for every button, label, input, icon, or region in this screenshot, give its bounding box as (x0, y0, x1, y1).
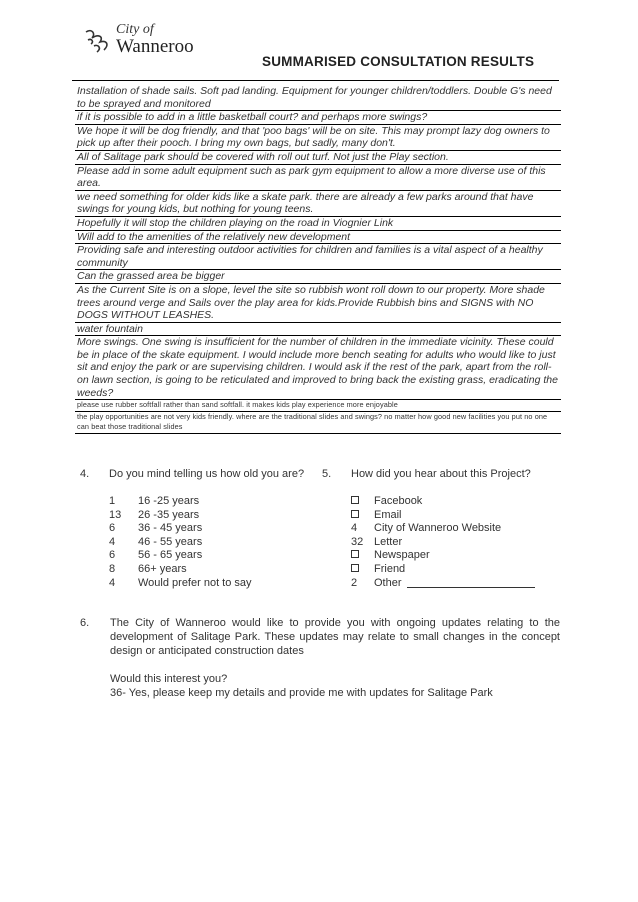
answer-label: Letter (374, 535, 403, 548)
logo-line-1: City of (116, 22, 154, 37)
answer-label: 26 -35 years (138, 508, 200, 521)
question-number: 4. (80, 468, 90, 480)
checkbox-icon (351, 563, 359, 577)
answer-label: Email (374, 508, 402, 521)
comment-row (75, 124, 561, 150)
answer-label: 56 - 65 years (138, 549, 203, 562)
answer-label: Facebook (374, 495, 423, 507)
answer-count: 4 (109, 535, 116, 548)
comment-row (75, 150, 561, 164)
comment-row (75, 164, 561, 190)
comment-text: Will add to the amenities of the relatively new development (75, 230, 561, 244)
swan-logo-icon (82, 26, 112, 56)
answer-label: 16 -25 years (138, 495, 200, 507)
answer-count: 32 (351, 535, 364, 548)
answer-label: Friend (374, 562, 406, 575)
other-blank-line (407, 577, 535, 588)
comment-row (75, 190, 561, 216)
answer-count: 1 (109, 495, 116, 507)
answer-count: 13 (109, 508, 122, 521)
comment-row (75, 283, 561, 322)
comment-text: Providing safe and interesting outdoor activities for children and families is a vital aspect of a healthy community (75, 244, 561, 270)
answer-count: 6 (109, 522, 116, 535)
answer-label: 46 - 55 years (138, 535, 203, 548)
answer-label: 66+ years (138, 562, 187, 575)
comment-row (75, 400, 561, 412)
comment-text: Hopefully it will stop the children playing on the road in Viognier Link (75, 216, 561, 230)
question-number: 6. (80, 617, 90, 629)
comment-row (75, 336, 561, 400)
question-text: The City of Wanneroo would like to provide you with ongoing updates relating to the development of Salitage Park. These updates may relate to small changes in the concept design or anticipated construction dates (110, 617, 560, 657)
question-answer: 36- Yes, please keep my details and provide me with updates for Salitage Park (110, 687, 493, 699)
answer-count: 8 (109, 562, 116, 575)
comment-text: please use rubber softfall rather than sand softfall. it makes kids play experience more enjoyable (75, 400, 561, 412)
divider (72, 80, 559, 81)
comment-text: All of Salitage park should be covered with roll out turf. Not just the Play section. (75, 150, 561, 164)
comment-text: More swings. One swing is insufficient for the number of children in the immediate vicinity. These could be in place of the skate equipment. I would include more bench seating for adults who would like to just sit and enjoy the park or are supervising children. I would ask if the rest of the park, apart from the roll-on lawn section, is going to be reticulated and improved to bring back the existing grass, eradicating the weeds? (75, 336, 561, 400)
answer-label: Newspaper (374, 549, 430, 562)
answer-label: City of Wanneroo Website (374, 522, 502, 535)
comment-text: Installation of shade sails. Soft pad landing. Equipment for younger children/toddlers. Double G's need to be sprayed and monitored (75, 85, 561, 111)
comment-text: water fountain (75, 322, 561, 336)
comment-row (75, 216, 561, 230)
city-logo (82, 22, 202, 62)
checkbox-icon (351, 509, 359, 523)
comment-row (75, 111, 561, 125)
answer-label: Would prefer not to say (138, 576, 252, 589)
question-6 (80, 616, 560, 700)
page-title: SUMMARISED CONSULTATION RESULTS (262, 54, 535, 69)
answer-count: 6 (109, 549, 116, 562)
answer-label: 36 - 45 years (138, 522, 203, 535)
answer-count: 4 (109, 576, 116, 589)
comment-row (75, 270, 561, 284)
logo-line-2: Wanneroo (116, 36, 194, 57)
comment-text: Can the grassed area be bigger (75, 270, 561, 284)
comment-text: Please add in some adult equipment such as park gym equipment to allow a more diverse use of this area. (75, 164, 561, 190)
comment-text: if it is possible to add in a little basketball court? and perhaps more swings? (75, 111, 561, 125)
comment-text: the play opportunities are not very kids friendly. where are the traditional slides and swings? no matter how good new facilities you put no one can beat those traditional slides (75, 411, 561, 433)
comment-text: As the Current Site is on a slope, level the site so rubbish wont roll down to our property. More shade trees around verge and Sails over the play area for kids.Provide Rubbish bins and SIGNS with NO DOGS WITHOUT LEASHES. (75, 283, 561, 322)
question-number: 5. (322, 468, 332, 480)
comment-row (75, 244, 561, 270)
comment-row (75, 230, 561, 244)
question-text: Do you mind telling us how old you are? (109, 468, 305, 480)
comment-row (75, 411, 561, 433)
comment-text: We hope it will be dog friendly, and that 'poo bags' will be on site. This may prompt lazy dog owners to pick up after their pooch. I bring my own bags, but sadly, many don't. (75, 124, 561, 150)
answer-count: 2 (351, 576, 358, 589)
checkbox-icon (351, 495, 359, 509)
comments-table (75, 85, 561, 434)
comment-text: we need something for older kids like a skate park. there are already a few parks around that have swings for young kids, but nothing for young teens. (75, 190, 561, 216)
checkbox-icon (351, 549, 359, 563)
answer-count: 4 (351, 522, 358, 535)
comment-row (75, 85, 561, 111)
question-text: How did you hear about this Project? (351, 468, 531, 480)
answer-label: Other (374, 576, 402, 589)
comment-row (75, 322, 561, 336)
question-prompt: Would this interest you? (110, 673, 228, 685)
